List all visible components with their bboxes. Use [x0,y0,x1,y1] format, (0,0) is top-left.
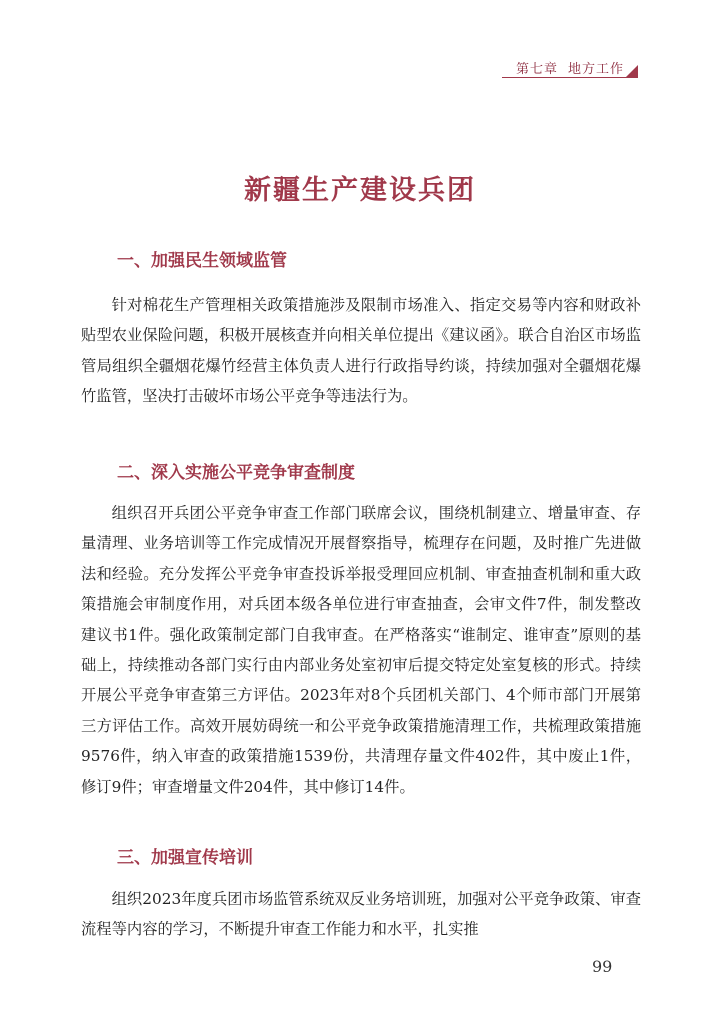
section-heading-2: 二、深入实施公平竞争审查制度 [117,463,355,483]
page-number: 99 [592,957,613,976]
section-paragraph-1: 针对棉花生产管理相关政策措施涉及限制市场准入、指定交易等内容和财政补贴型农业保险问题，积极开展核查并向相关单位提出《建议函》。联合自治区市场监管局组织全疆烟花爆竹经营主体负责人进行行政指导约谈，持续加强对全疆烟花爆竹监管，坚决打击破坏市场公平竞争等违法行为。 [81,296,641,406]
section-paragraph-2: 组织召开兵团公平竞争审查工作部门联席会议，围绕机制建立、增量审查、存量清理、业务培训等工作完成情况开展督察指导，梳理存在问题，及时推广先进做法和经验。充分发挥公平竞争审查投诉举报受理回应机制、审查抽查机制和重大政策措施会审制度作用，对兵团本级各单位进行审查抽查，会审文件7件，制发整改建议书1件。强化政策制定部门自我审查。在严格落实“谁制定、谁审查”原则的基础上，持续推动各部门实行由内部业务处室初审后提交特定处室复核的形式。持续开展公平竞争审查第三方评估。2023年对8个兵团机关部门、4个师市部门开展第三方评估工作。高效开展妨碍统一和公平竞争政策措施清理工作，共梳理政策措施9576件，纳入审查的政策措施1539份，共清理存量文件402件，其中废止1件，修订9件；审查增量文件204件，其中修订14件。 [81,504,641,796]
section-heading-3: 三、加强宣传培训 [117,848,253,868]
header-rule [502,77,638,78]
section-heading-1: 一、加强民生领域监管 [117,251,287,271]
page-title: 新疆生产建设兵团 [244,175,476,206]
header-triangle-mark [626,65,638,77]
section-paragraph-3: 组织2023年度兵团市场监管系统双反业务培训班，加强对公平竞争政策、审查流程等内容的学习，不断提升审查工作能力和水平，扎实推 [81,890,641,939]
running-header [516,58,624,77]
header-chapter: 第七章 [516,62,559,77]
header-section: 地方工作 [568,62,625,77]
